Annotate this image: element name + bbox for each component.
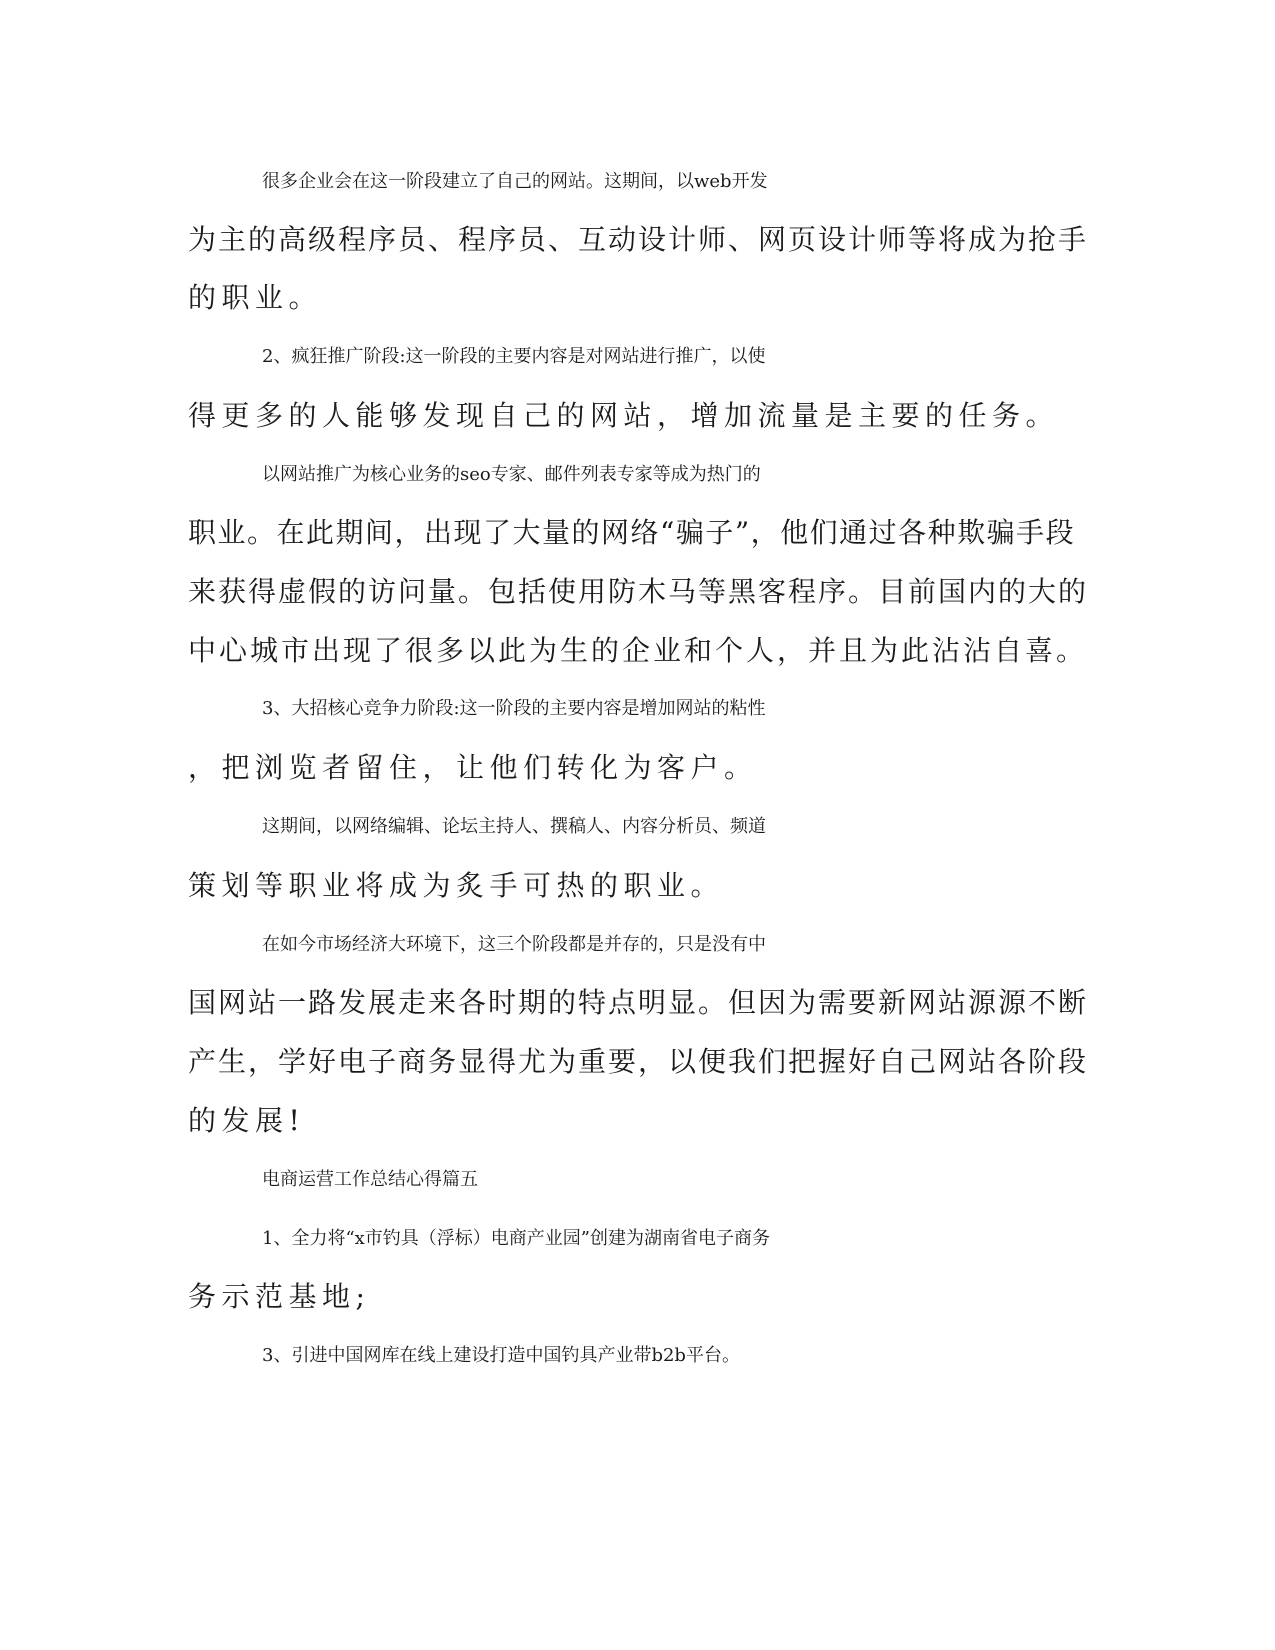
text-line: 很多企业会在这一阶段建立了自己的网站。这期间，以web开发 — [262, 171, 768, 192]
text-line: 3、大招核心竞争力阶段:这一阶段的主要内容是增加网站的粘性 — [262, 698, 766, 719]
text-line: 1、全力将“x市钓具（浮标）电商产业园”创建为湖南省电子商务 — [262, 1228, 771, 1249]
text-line: 为主的高级程序员、程序员、互动设计师、网页设计师等将成为抢手 — [188, 223, 1089, 256]
text-line: 在如今市场经济大环境下，这三个阶段都是并存的，只是没有中 — [262, 934, 766, 955]
text-line: 3、引进中国网库在线上建设打造中国钓具产业带b2b平台。 — [262, 1345, 740, 1366]
text-line: 的职业。 — [188, 281, 323, 314]
text-line: 来获得虚假的访问量。包括使用防木马等黑客程序。目前国内的大的 — [188, 575, 1089, 608]
text-line: 中心城市出现了很多以此为生的企业和个人，并且为此沾沾自喜。 — [188, 634, 1088, 667]
section-heading: 电商运营工作总结心得篇五 — [262, 1169, 478, 1190]
text-line: 职业。在此期间，出现了大量的网络“骗子”，他们通过各种欺骗手段 — [188, 516, 1076, 549]
text-line: 国网站一路发展走来各时期的特点明显。但因为需要新网站源源不断 — [188, 986, 1089, 1019]
text-line: 以网站推广为核心业务的seo专家、邮件列表专家等成为热门的 — [262, 464, 761, 485]
text-line: 务示范基地; — [188, 1280, 371, 1313]
text-line: ，把浏览者留住，让他们转化为客户。 — [188, 751, 758, 784]
text-line: 产生，学好电子商务显得尤为重要，以便我们把握好自己网站各阶段 — [188, 1045, 1089, 1078]
text-line: 得更多的人能够发现自己的网站，增加流量是主要的任务。 — [188, 399, 1060, 432]
text-line: 2、疯狂推广阶段:这一阶段的主要内容是对网站进行推广，以使 — [262, 346, 766, 367]
text-line: 这期间，以网络编辑、论坛主持人、撰稿人、内容分析员、频道 — [262, 816, 766, 837]
text-line: 的发展! — [188, 1104, 306, 1137]
text-line: 策划等职业将成为炙手可热的职业。 — [188, 869, 725, 902]
